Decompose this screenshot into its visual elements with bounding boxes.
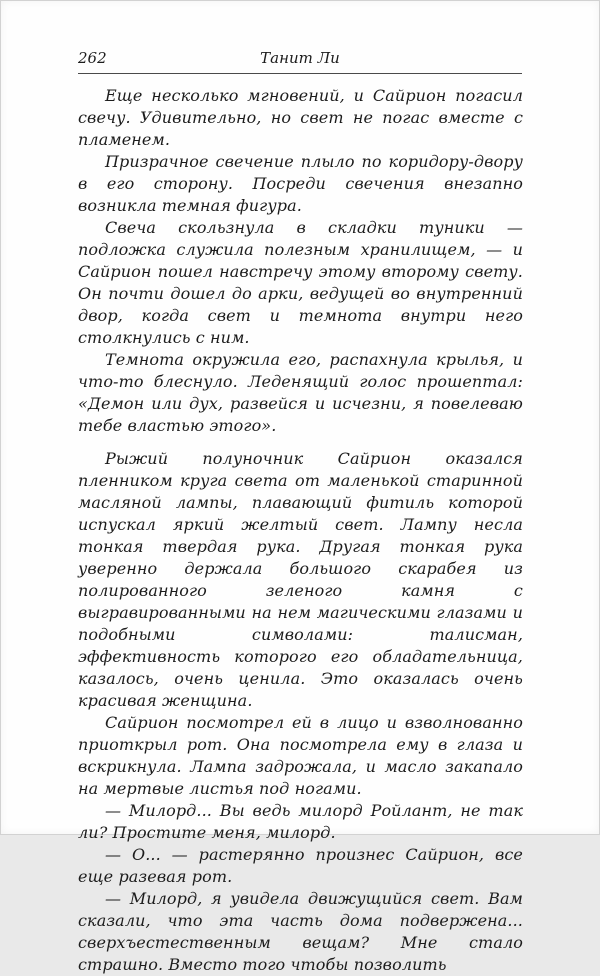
paragraph: Сайрион посмотрел ей в лицо и взволнованно приоткрыл рот. Она посмотрела ему в глаза и вскрикнула. Лампа задрожала, и масло закапало на мертвые листья под ногами.	[78, 713, 523, 798]
running-header	[78, 48, 522, 68]
paragraph: Еще несколько мгновений, и Сайрион погасил свечу. Удивительно, но свет не погас вместе с пламенем.	[78, 86, 523, 149]
paragraph: Рыжий полуночник Сайрион оказался пленником круга света от маленькой старинной масляной лампы, плавающий фитиль которой испускал яркий желтый свет. Лампу несла тонкая твердая рука. Другая тонкая рука уверенно держала большого скарабея из полированного зеленого камня с выгравированными на нем магическими глазами и подобными символами: талисман, эффективность которого его обладательница, казалось, очень ценила. Это оказалась очень красивая женщина.	[78, 449, 523, 710]
paragraph: Призрачное свечение плыло по коридору-двору в его сторону. Посреди свечения внезапно возникла темная фигура.	[78, 152, 523, 215]
header-rule	[78, 73, 522, 74]
paragraph: — Милорд, я увидела движущийся свет. Вам сказали, что эта часть дома подвержена... сверхъестественным вещам? Мне стало страшно. Вместо того чтобы позволить	[78, 889, 523, 974]
body-text	[78, 85, 523, 976]
paragraph: — Милорд... Вы ведь милорд Ройлант, не так ли? Простите меня, милорд.	[78, 801, 523, 842]
page-number: 262	[78, 49, 107, 67]
paragraph: Свеча скользнула в складки туники — подложка служила полезным хранилищем, — и Сайрион пошел навстречу этому второму свету. Он почти дошел до арки, ведущей во внутренний двор, когда свет и темнота внутри него столкнулись с ним.	[78, 218, 523, 347]
paragraph: — О... — растерянно произнес Сайрион, все еще разевая рот.	[78, 845, 523, 886]
paragraph: Темнота окружила его, распахнула крылья, и что-то блеснуло. Леденящий голос прошептал: «Демон или дух, развейся и исчезни, я повелеваю тебе властью этого».	[78, 350, 523, 435]
running-title: Танит Ли	[260, 49, 340, 67]
